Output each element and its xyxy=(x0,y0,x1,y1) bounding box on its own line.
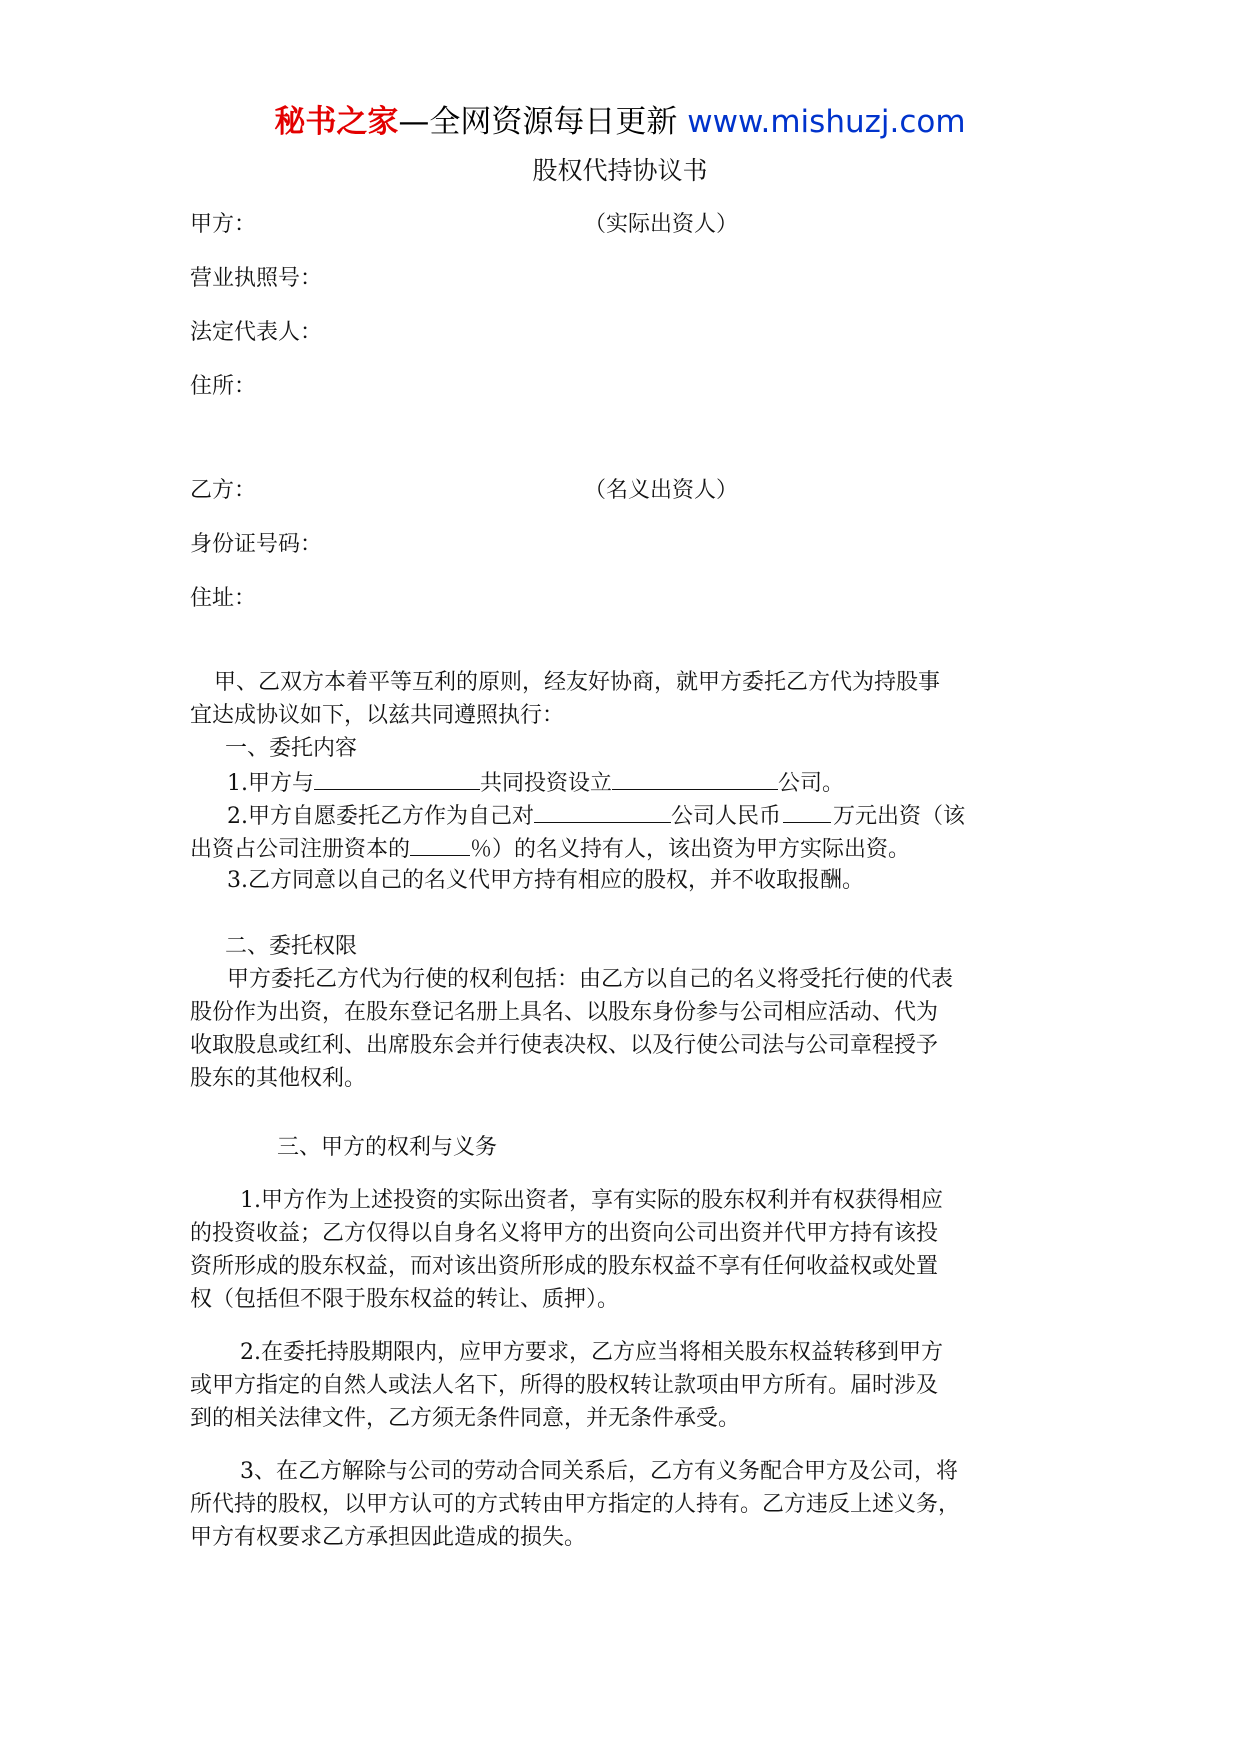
section-2-line-2: 股份作为出资，在股东登记名册上具名、以股东身份参与公司相应活动、代为 xyxy=(190,1000,939,1025)
clause-1-2-text-e: ％）的名义持有人，该出资为甲方实际出资。 xyxy=(470,837,911,862)
party-b-role: （名义出资人） xyxy=(584,478,739,503)
preamble-line-2: 宜达成协议如下，以兹共同遵照执行： xyxy=(190,703,565,728)
preamble-line-1: 甲、乙双方本着平等互利的原则，经友好协商，就甲方委托乙方代为持股事 xyxy=(214,670,941,695)
clause-3-3-line-1: 3、在乙方解除与公司的劳动合同关系后，乙方有义务配合甲方及公司，将 xyxy=(240,1459,958,1484)
section-1-heading: 一、委托内容 xyxy=(225,736,358,761)
party-a-role: （实际出资人） xyxy=(584,212,739,237)
clause-3-2-line-3: 到的相关法律文件，乙方须无条件同意，并无条件承受。 xyxy=(190,1406,741,1431)
clause-3-1-line-1: 1.甲方作为上述投资的实际出资者，享有实际的股东权利并有权获得相应 xyxy=(240,1188,943,1213)
banner-brand: 秘书之家 xyxy=(274,104,399,140)
business-license-label: 营业执照号： xyxy=(190,266,323,291)
clause-3-3-line-2: 所代持的股权，以甲方认可的方式转由甲方指定的人持有。乙方违反上述义务， xyxy=(190,1492,961,1517)
clause-3-2-line-2: 或甲方指定的自然人或法人名下，所得的股权转让款项由甲方所有。届时涉及 xyxy=(190,1373,939,1398)
clause-3-1-line-4: 权（包括但不限于股东权益的转让、质押）。 xyxy=(190,1287,620,1312)
section-3-heading: 三、甲方的权利与义务 xyxy=(277,1135,498,1160)
party-b-address-label: 住址： xyxy=(190,586,257,611)
investment-amount-blank xyxy=(783,798,831,823)
clause-1-1-text-a: 1.甲方与 xyxy=(227,771,314,796)
clause-1-1-text-c: 公司。 xyxy=(778,771,845,796)
clause-3-2-line-1: 2.在委托持股期限内，应甲方要求，乙方应当将相关股东权益转移到甲方 xyxy=(240,1340,943,1365)
section-2-line-4: 股东的其他权利。 xyxy=(190,1066,367,1091)
share-percentage-blank xyxy=(410,831,470,856)
clause-3-1-line-2: 的投资收益；乙方仅得以自身名义将甲方的出资向公司出资并代甲方持有该投 xyxy=(190,1221,939,1246)
clause-1-2-line-1 xyxy=(227,798,965,833)
section-2-line-1: 甲方委托乙方代为行使的权利包括：由乙方以自己的名义将受托行使的代表 xyxy=(227,967,954,992)
company-name-blank xyxy=(612,765,778,790)
clause-3-3-line-3: 甲方有权要求乙方承担因此造成的损失。 xyxy=(190,1525,587,1550)
party-b-label: 乙方： xyxy=(190,478,257,503)
document-title: 股权代持协议书 xyxy=(532,156,708,185)
clause-1-3: 3.乙方同意以自己的名义代甲方持有相应的股权，并不收取报酬。 xyxy=(227,868,864,893)
banner-url-link[interactable]: www.mishuzj.com xyxy=(687,104,966,140)
clause-1-2-text-d: 出资占公司注册资本的 xyxy=(190,837,411,862)
legal-representative-label: 法定代表人： xyxy=(190,320,323,345)
banner-slogan: —全网资源每日更新 xyxy=(398,104,678,140)
site-banner xyxy=(0,102,1240,142)
clause-1-1 xyxy=(227,765,844,800)
clause-1-2-text-b: 公司人民币 xyxy=(671,804,782,829)
clause-1-2-line-2 xyxy=(190,831,910,866)
clause-3-1-line-3: 资所形成的股东权益，而对该出资所形成的股东权益不享有任何收益权或处置 xyxy=(190,1254,939,1279)
co-investor-blank xyxy=(314,765,480,790)
party-a-label: 甲方： xyxy=(190,212,257,237)
party-a-address-label: 住所： xyxy=(190,374,257,399)
target-company-blank xyxy=(534,798,671,823)
clause-1-2-text-a: 2.甲方自愿委托乙方作为自己对 xyxy=(227,804,534,829)
section-2-heading: 二、委托权限 xyxy=(225,934,358,959)
clause-1-1-text-b: 共同投资设立 xyxy=(480,771,613,796)
clause-1-2-text-c: 万元出资（该 xyxy=(833,804,966,829)
section-2-line-3: 收取股息或红利、出席股东会并行使表决权、以及行使公司法与公司章程授予 xyxy=(190,1033,939,1058)
id-number-label: 身份证号码： xyxy=(190,532,323,557)
